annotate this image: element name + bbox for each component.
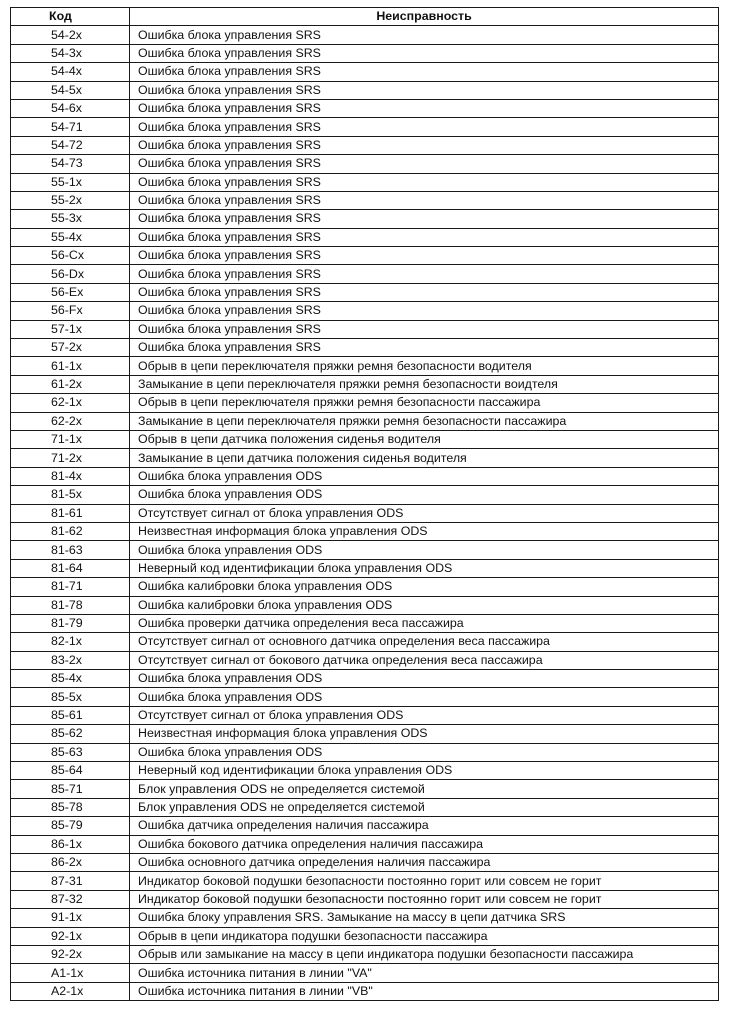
table-row [11, 872, 719, 890]
table-row [11, 118, 719, 136]
fault-code-cell: 54-3x [11, 44, 130, 62]
table-row [11, 136, 719, 154]
fault-description-cell: Ошибка блока управления SRS [130, 63, 719, 81]
fault-description-cell: Ошибка блока управления SRS [130, 136, 719, 154]
fault-description-cell: Ошибка блока управления SRS [130, 247, 719, 265]
fault-description-cell: Ошибка источника питания в линии "VB" [130, 982, 719, 1000]
table-row [11, 504, 719, 522]
fault-code-cell: 85-79 [11, 817, 130, 835]
fault-description-cell: Отсутствует сигнал от блока управления ODS [130, 504, 719, 522]
fault-code-cell: 91-1x [11, 909, 130, 927]
fault-description-cell: Ошибка блока управления SRS [130, 99, 719, 117]
table-row [11, 173, 719, 191]
fault-description-cell: Отсутствует сигнал от блока управления ODS [130, 706, 719, 724]
table-row [11, 302, 719, 320]
table-row [11, 780, 719, 798]
header-row [11, 8, 719, 26]
table-row [11, 614, 719, 632]
fault-description-cell: Ошибка источника питания в линии "VA" [130, 964, 719, 982]
fault-description-cell: Индикатор боковой подушки безопасности постоянно горит или совсем не горит [130, 872, 719, 890]
table-row [11, 283, 719, 301]
fault-description-cell: Ошибка блока управления SRS [130, 173, 719, 191]
fault-code-cell: 85-5x [11, 688, 130, 706]
fault-code-cell: 86-2x [11, 853, 130, 871]
table-row [11, 99, 719, 117]
fault-description-cell: Ошибка блока управления ODS [130, 486, 719, 504]
fault-code-cell: 87-31 [11, 872, 130, 890]
fault-description-cell: Ошибка калибровки блока управления ODS [130, 596, 719, 614]
fault-description-cell: Ошибка основного датчика определения наличия пассажира [130, 853, 719, 871]
table-row [11, 247, 719, 265]
fault-code-cell: 54-71 [11, 118, 130, 136]
table-row [11, 467, 719, 485]
fault-description-cell: Ошибка блока управления ODS [130, 743, 719, 761]
fault-code-cell: 61-2x [11, 375, 130, 393]
table-row [11, 927, 719, 945]
table-row [11, 210, 719, 228]
fault-description-cell: Ошибка блока управления SRS [130, 155, 719, 173]
table-row [11, 63, 719, 81]
fault-code-cell: 85-64 [11, 762, 130, 780]
fault-code-cell: 82-1x [11, 633, 130, 651]
fault-description-cell: Отсутствует сигнал от основного датчика определения веса пассажира [130, 633, 719, 651]
table-row [11, 412, 719, 430]
fault-description-cell: Ошибка блока управления SRS [130, 283, 719, 301]
fault-description-cell: Ошибка блока управления ODS [130, 541, 719, 559]
table-row [11, 670, 719, 688]
fault-description-cell: Ошибка проверки датчика определения веса пассажира [130, 614, 719, 632]
fault-description-cell: Индикатор боковой подушки безопасности постоянно горит или совсем не горит [130, 890, 719, 908]
fault-code-cell: 85-61 [11, 706, 130, 724]
fault-code-cell: 61-1x [11, 357, 130, 375]
fault-description-cell: Ошибка блока управления SRS [130, 26, 719, 44]
table-row [11, 559, 719, 577]
table-row [11, 688, 719, 706]
table-row [11, 486, 719, 504]
table-row [11, 191, 719, 209]
fault-description-cell: Неверный код идентификации блока управления ODS [130, 559, 719, 577]
table-row [11, 155, 719, 173]
fault-code-cell: 55-2x [11, 191, 130, 209]
fault-description-cell: Обрыв в цепи переключателя пряжки ремня безопасности водителя [130, 357, 719, 375]
fault-code-cell: 92-1x [11, 927, 130, 945]
table-row [11, 430, 719, 448]
fault-code-cell: 54-5x [11, 81, 130, 99]
fault-code-cell: 54-73 [11, 155, 130, 173]
fault-description-cell: Замыкание в цепи переключателя пряжки ремня безопасности воидтеля [130, 375, 719, 393]
fault-code-cell: 62-2x [11, 412, 130, 430]
fault-description-cell: Ошибка блока управления ODS [130, 688, 719, 706]
table-row [11, 853, 719, 871]
fault-description-cell: Ошибка датчика определения наличия пассажира [130, 817, 719, 835]
fault-code-cell: 54-4x [11, 63, 130, 81]
table-row [11, 81, 719, 99]
fault-code-cell: 81-78 [11, 596, 130, 614]
fault-description-cell: Ошибка блока управления ODS [130, 670, 719, 688]
fault-description-cell: Обрыв в цепи датчика положения сиденья водителя [130, 430, 719, 448]
fault-code-cell: 81-63 [11, 541, 130, 559]
table-row [11, 394, 719, 412]
fault-code-cell: 85-62 [11, 725, 130, 743]
fault-code-cell: 56-Fx [11, 302, 130, 320]
fault-description-cell: Замыкание в цепи датчика положения сиденья водителя [130, 449, 719, 467]
table-row [11, 541, 719, 559]
fault-description-cell: Обрыв в цепи индикатора подушки безопасности пассажира [130, 927, 719, 945]
table-row [11, 320, 719, 338]
fault-description-cell: Ошибка блока управления SRS [130, 210, 719, 228]
fault-description-cell: Неверный код идентификации блока управления ODS [130, 762, 719, 780]
fault-code-cell: 81-61 [11, 504, 130, 522]
table-row [11, 44, 719, 62]
fault-code-cell: 81-79 [11, 614, 130, 632]
table-row [11, 633, 719, 651]
fault-description-cell: Замыкание в цепи переключателя пряжки ремня безопасности пассажира [130, 412, 719, 430]
table-row [11, 743, 719, 761]
fault-code-cell: 71-2x [11, 449, 130, 467]
fault-description-cell: Отсутствует сигнал от бокового датчика определения веса пассажира [130, 651, 719, 669]
fault-code-cell: 56-Cx [11, 247, 130, 265]
table-row [11, 909, 719, 927]
table-row [11, 706, 719, 724]
table-body [11, 26, 719, 1001]
table-row [11, 945, 719, 963]
table-row [11, 651, 719, 669]
table-row [11, 265, 719, 283]
table-row [11, 835, 719, 853]
code-column-header: Код [11, 8, 130, 26]
fault-code-cell: 57-1x [11, 320, 130, 338]
fault-description-cell: Ошибка блока управления ODS [130, 467, 719, 485]
description-column-header: Неисправность [130, 8, 719, 26]
fault-description-cell: Ошибка блока управления SRS [130, 339, 719, 357]
fault-code-cell: 87-32 [11, 890, 130, 908]
fault-code-cell: 57-2x [11, 339, 130, 357]
table-row [11, 762, 719, 780]
fault-code-cell: 54-6x [11, 99, 130, 117]
fault-code-cell: 81-5x [11, 486, 130, 504]
fault-code-cell: 81-4x [11, 467, 130, 485]
table-row [11, 596, 719, 614]
table-header [11, 8, 719, 26]
table-row [11, 375, 719, 393]
table-row [11, 26, 719, 44]
table-row [11, 578, 719, 596]
fault-description-cell: Обрыв или замыкание на массу в цепи индикатора подушки безопасности пассажира [130, 945, 719, 963]
fault-code-cell: 81-71 [11, 578, 130, 596]
fault-code-cell: 62-1x [11, 394, 130, 412]
fault-description-cell: Ошибка блока управления SRS [130, 191, 719, 209]
table-row [11, 228, 719, 246]
fault-description-cell: Ошибка бокового датчика определения наличия пассажира [130, 835, 719, 853]
fault-description-cell: Ошибка блока управления SRS [130, 44, 719, 62]
fault-description-cell: Ошибка блоку управления SRS. Замыкание на массу в цепи датчика SRS [130, 909, 719, 927]
fault-code-cell: 54-2x [11, 26, 130, 44]
fault-code-cell: A2-1x [11, 982, 130, 1000]
fault-code-cell: 92-2x [11, 945, 130, 963]
fault-code-cell: 71-1x [11, 430, 130, 448]
fault-description-cell: Ошибка блока управления SRS [130, 320, 719, 338]
fault-description-cell: Неизвестная информация блока управления ODS [130, 522, 719, 540]
fault-description-cell: Обрыв в цепи переключателя пряжки ремня безопасности пассажира [130, 394, 719, 412]
fault-code-cell: 85-4x [11, 670, 130, 688]
fault-description-cell: Ошибка блока управления SRS [130, 228, 719, 246]
fault-code-cell: A1-1x [11, 964, 130, 982]
fault-code-cell: 55-3x [11, 210, 130, 228]
fault-code-cell: 81-64 [11, 559, 130, 577]
fault-code-cell: 86-1x [11, 835, 130, 853]
fault-code-cell: 56-Dx [11, 265, 130, 283]
table-row [11, 964, 719, 982]
fault-code-cell: 85-71 [11, 780, 130, 798]
fault-code-cell: 85-63 [11, 743, 130, 761]
table-row [11, 890, 719, 908]
table-row [11, 522, 719, 540]
fault-description-cell: Блок управления ODS не определяется системой [130, 780, 719, 798]
table-row [11, 449, 719, 467]
fault-code-cell: 56-Ex [11, 283, 130, 301]
fault-description-cell: Блок управления ODS не определяется системой [130, 798, 719, 816]
document-page [10, 7, 718, 1010]
fault-code-cell: 54-72 [11, 136, 130, 154]
table-row [11, 357, 719, 375]
table-row [11, 339, 719, 357]
fault-description-cell: Ошибка блока управления SRS [130, 302, 719, 320]
table-row [11, 798, 719, 816]
table-row [11, 817, 719, 835]
fault-code-cell: 81-62 [11, 522, 130, 540]
table-row [11, 982, 719, 1000]
fault-description-cell: Ошибка калибровки блока управления ODS [130, 578, 719, 596]
fault-description-cell: Ошибка блока управления SRS [130, 265, 719, 283]
fault-code-cell: 83-2x [11, 651, 130, 669]
fault-description-cell: Ошибка блока управления SRS [130, 118, 719, 136]
fault-code-table [10, 7, 719, 1001]
table-row [11, 725, 719, 743]
fault-description-cell: Неизвестная информация блока управления ODS [130, 725, 719, 743]
fault-code-cell: 85-78 [11, 798, 130, 816]
fault-code-cell: 55-1x [11, 173, 130, 191]
fault-description-cell: Ошибка блока управления SRS [130, 81, 719, 99]
fault-code-cell: 55-4x [11, 228, 130, 246]
